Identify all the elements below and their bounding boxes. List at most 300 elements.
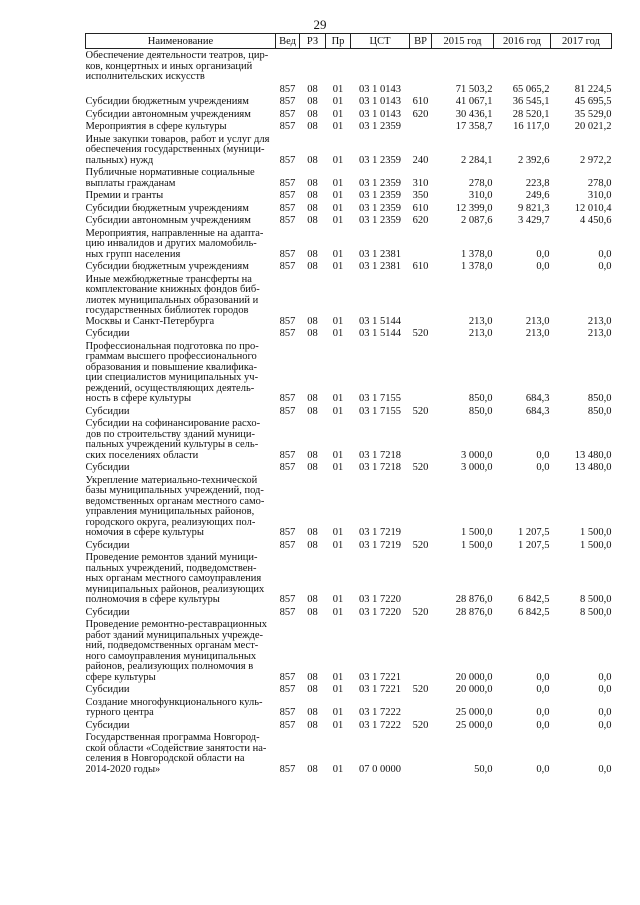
cell-vr: 610 [412, 261, 429, 272]
cell-rz: 08 [307, 594, 318, 605]
cell-cst: 03 1 0143 [359, 83, 401, 95]
name-line: Государственная программа Новгород- [85, 732, 260, 743]
name-line: ции специалистов муниципальных уч- [85, 372, 259, 383]
cell-name [86, 189, 276, 202]
cell-2017: 0,0 [598, 261, 612, 272]
name-line: управления муниципальных районов, [85, 506, 255, 517]
name-line: Создание многофункционального куль- [85, 696, 263, 708]
cell-2015: 310,0 [468, 190, 493, 201]
name-line: Субсидии бюджетным учреждениям [85, 261, 249, 272]
cell-rz: 08 [307, 96, 318, 107]
cell-ved: 857 [279, 671, 296, 683]
cell-vr: 620 [412, 215, 429, 226]
cell-name [86, 214, 276, 227]
table-row [86, 166, 612, 189]
cell-pr: 01 [332, 405, 344, 417]
cell-2017: 45 695,5 [574, 96, 612, 107]
cell-rz: 08 [307, 108, 318, 120]
cell-pr: 01 [332, 606, 344, 618]
cell-2017: 2 972,2 [580, 154, 612, 166]
cell-cst: 03 1 7220 [359, 594, 401, 605]
cell-2016: 9 821,3 [518, 202, 550, 214]
cell-rz: 08 [307, 449, 318, 461]
cell-rz: 08 [307, 121, 318, 132]
cell-2016: 0,0 [536, 707, 550, 718]
cell-vr [410, 417, 432, 461]
header-pr: Пр [326, 34, 351, 49]
cell-name [86, 719, 276, 732]
table-row [86, 551, 612, 606]
cell-cst: 03 1 5144 [359, 315, 401, 327]
cell-rz: 08 [307, 202, 318, 214]
header-vr: ВР [410, 34, 432, 49]
cell-cst: 03 1 2359 [359, 202, 401, 214]
cell-rz: 08 [307, 719, 318, 731]
name-line: выплаты гражданам [85, 177, 176, 189]
cell-2015: 20 000,0 [455, 671, 493, 683]
cell-ved: 857 [279, 83, 296, 95]
cell-2016: 684,3 [525, 405, 550, 417]
name-line: Москвы и Санкт-Петербурга [85, 315, 215, 327]
name-line: сфере культуры [85, 671, 156, 683]
cell-name [86, 273, 276, 328]
cell-2017: 8 500,0 [580, 606, 612, 618]
cell-cst: 03 1 2359 [359, 190, 401, 201]
name-line: цию инвалидов и других маломобиль- [85, 238, 257, 249]
cell-vr [410, 227, 432, 261]
cell-2016: 65 065,2 [512, 83, 550, 95]
cell-2016: 1 207,5 [518, 527, 550, 538]
header-rz: РЗ [300, 34, 326, 49]
cell-name [86, 618, 276, 683]
cell-cst: 03 1 5144 [359, 328, 401, 339]
cell-pr: 01 [332, 248, 344, 260]
cell-2015: 213,0 [468, 328, 493, 339]
cell-name [86, 606, 276, 619]
cell-cst: 03 1 2359 [359, 215, 401, 226]
cell-ved: 857 [279, 108, 296, 120]
name-line: Проведение ремонтов зданий муници- [85, 552, 258, 563]
cell-vr: 520 [412, 405, 429, 417]
table-row [86, 49, 612, 83]
name-line: пальных) нужд [85, 154, 154, 166]
cell-2016: 0,0 [536, 719, 550, 731]
cell-cst: 07 0 0000 [359, 763, 401, 775]
cell-2016: 28 520,1 [512, 108, 550, 120]
cell-rz: 08 [307, 261, 318, 272]
cell-name [86, 731, 276, 775]
cell-cst: 03 1 2359 [359, 121, 401, 132]
cell-2015: 1 378,0 [461, 261, 493, 272]
name-line: Обеспечение деятельности театров, цир- [85, 50, 269, 61]
cell-ved: 857 [279, 315, 296, 327]
cell-pr: 01 [332, 707, 344, 718]
cell-ved: 857 [279, 154, 296, 166]
cell-2016: 1 207,5 [518, 539, 550, 551]
table-row [86, 696, 612, 719]
name-line: Премии и гранты [85, 190, 164, 201]
cell-ved: 857 [279, 462, 296, 473]
cell-pr: 01 [332, 202, 344, 214]
cell-2017: 12 010,4 [574, 202, 612, 214]
header-cst: ЦСТ [351, 34, 410, 49]
cell-ved: 857 [279, 594, 296, 605]
cell-2017: 0,0 [598, 719, 612, 731]
cell-pr: 01 [332, 261, 344, 272]
cell-name [86, 202, 276, 215]
cell-pr: 01 [332, 527, 344, 538]
cell-cst [351, 49, 410, 83]
header-2016: 2016 год [494, 34, 551, 49]
cell-2017 [551, 49, 612, 83]
cell-vr: 520 [412, 328, 429, 339]
cell-2015: 278,0 [468, 177, 493, 189]
table-row [86, 606, 612, 619]
cell-pr: 01 [332, 83, 344, 95]
cell-2015: 17 358,7 [455, 121, 493, 132]
cell-ved: 857 [279, 527, 296, 538]
table-row [86, 539, 612, 552]
cell-2016: 2 392,6 [518, 154, 550, 166]
name-line: Субсидии [85, 606, 130, 618]
cell-cst: 03 1 0143 [359, 96, 401, 107]
cell-vr: 240 [412, 154, 429, 166]
table-row [86, 214, 612, 227]
cell-cst: 03 1 7219 [359, 527, 401, 538]
cell-cst: 03 1 7221 [359, 684, 401, 695]
table-row [86, 417, 612, 461]
cell-name [86, 108, 276, 121]
name-line: Субсидии автономным учреждениям [85, 108, 251, 120]
cell-2017: 278,0 [587, 177, 612, 189]
cell-cst: 03 1 7155 [359, 405, 401, 417]
name-line: Мероприятия, направленные на адапта- [85, 227, 264, 239]
cell-2016: 223,8 [525, 177, 550, 189]
table-row [86, 227, 612, 261]
cell-2015: 28 876,0 [455, 606, 493, 618]
cell-name [86, 405, 276, 418]
cell-vr: 610 [412, 96, 429, 107]
cell-vr [410, 551, 432, 606]
table-row [86, 731, 612, 775]
table-row [86, 719, 612, 732]
cell-ved: 857 [279, 763, 296, 775]
table-header-row [86, 34, 612, 49]
cell-name [86, 260, 276, 273]
cell-vr [410, 49, 432, 83]
cell-pr: 01 [332, 190, 344, 201]
cell-2017: 310,0 [587, 190, 612, 201]
table-row [86, 461, 612, 474]
cell-2017: 1 500,0 [580, 527, 612, 538]
cell-ved: 857 [279, 261, 296, 272]
cell-ved: 857 [279, 606, 296, 618]
cell-name [86, 327, 276, 340]
cell-vr [410, 731, 432, 775]
cell-rz: 08 [307, 248, 318, 260]
table-row [86, 405, 612, 418]
cell-rz: 08 [307, 671, 318, 683]
name-line: ных групп населения [85, 248, 181, 260]
cell-pr: 01 [332, 462, 344, 473]
cell-2017: 213,0 [587, 328, 612, 339]
table-row [86, 108, 612, 121]
cell-2017: 0,0 [598, 248, 612, 260]
name-line: Субсидии бюджетным учреждениям [85, 96, 249, 107]
cell-vr: 520 [412, 684, 429, 695]
cell-pr: 01 [332, 96, 344, 107]
cell-ved: 857 [279, 393, 296, 404]
cell-cst: 03 1 2381 [359, 248, 401, 260]
cell-rz: 08 [307, 315, 318, 327]
cell-2016: 213,0 [525, 315, 550, 327]
cell-2016: 249,6 [525, 190, 550, 201]
cell-ved: 857 [279, 707, 296, 718]
cell-pr [326, 49, 351, 83]
cell-pr: 01 [332, 763, 344, 775]
cell-name [86, 340, 276, 405]
cell-2016: 684,3 [525, 393, 550, 404]
name-line: реждений, осуществляющих деятель- [85, 382, 255, 394]
name-line: городского округа, реализующих пол- [85, 516, 256, 528]
name-line: районов, реализующих полномочия в [85, 661, 254, 672]
cell-2017: 1 500,0 [580, 539, 612, 551]
cell-cst: 03 1 7219 [359, 539, 401, 551]
table-row [86, 83, 612, 96]
name-line: Субсидии [85, 719, 130, 731]
cell-2016: 0,0 [536, 248, 550, 260]
cell-2015: 3 000,0 [461, 449, 493, 461]
cell-2015: 41 067,1 [455, 96, 493, 107]
cell-vr: 520 [412, 606, 429, 618]
name-line: Укрепление материально-технической [85, 474, 258, 486]
cell-2015: 1 378,0 [461, 248, 493, 260]
table-row [86, 189, 612, 202]
cell-rz: 08 [307, 190, 318, 201]
cell-pr: 01 [332, 108, 344, 120]
name-line: номочия в сфере культуры [85, 527, 204, 538]
cell-2015: 30 436,1 [455, 108, 493, 120]
name-line: муниципальных районов, реализующих [85, 583, 265, 595]
name-line: Субсидии [85, 328, 130, 339]
cell-vr: 610 [412, 202, 429, 214]
cell-2017: 850,0 [587, 393, 612, 404]
name-line: ков, концертных и иных организаций [85, 60, 253, 72]
cell-pr: 01 [332, 719, 344, 731]
cell-pr: 01 [332, 154, 344, 166]
name-line: базы муниципальных учреждений, под- [85, 485, 264, 496]
table-row [86, 273, 612, 328]
table-row [86, 95, 612, 108]
table-row [86, 340, 612, 405]
cell-2015: 25 000,0 [455, 719, 493, 731]
cell-ved: 857 [279, 539, 296, 551]
cell-name [86, 166, 276, 189]
cell-pr: 01 [332, 594, 344, 605]
name-line [86, 85, 276, 96]
cell-2017: 20 021,2 [574, 121, 612, 132]
cell-pr: 01 [332, 177, 344, 189]
cell-vr [410, 340, 432, 405]
cell-2015: 50,0 [474, 763, 493, 775]
cell-2017: 13 480,0 [574, 449, 612, 461]
name-line: государственных библиотек городов [85, 305, 249, 316]
name-line: Мероприятия в сфере культуры [85, 121, 227, 132]
cell-cst: 03 1 7218 [359, 462, 401, 473]
cell-pr: 01 [332, 671, 344, 683]
cell-rz: 08 [307, 539, 318, 551]
cell-2015: 850,0 [468, 393, 493, 404]
cell-2017: 81 224,5 [574, 83, 612, 95]
cell-pr: 01 [332, 328, 344, 339]
cell-2015: 850,0 [468, 405, 493, 417]
name-line: Профессиональная подготовка по про- [85, 340, 259, 352]
cell-rz: 08 [307, 684, 318, 695]
cell-2016: 6 842,5 [518, 594, 550, 605]
name-line: Субсидии [85, 462, 130, 473]
cell-2015: 12 399,0 [455, 202, 493, 214]
cell-rz: 08 [307, 328, 318, 339]
header-2017: 2017 год [551, 34, 612, 49]
cell-2017: 850,0 [587, 405, 612, 417]
cell-cst: 03 1 7220 [359, 606, 401, 618]
cell-ved: 857 [279, 177, 296, 189]
cell-2015: 3 000,0 [461, 462, 493, 473]
name-line: исполнительских искусств [85, 71, 205, 82]
cell-pr: 01 [332, 393, 344, 404]
cell-name [86, 120, 276, 133]
cell-cst: 03 1 2359 [359, 154, 401, 166]
cell-rz: 08 [307, 527, 318, 538]
cell-vr: 620 [412, 108, 429, 120]
cell-rz: 08 [307, 83, 318, 95]
cell-ved: 857 [279, 202, 296, 214]
cell-name [86, 133, 276, 167]
cell-2017: 0,0 [598, 684, 612, 695]
table-row [86, 683, 612, 696]
cell-2016: 213,0 [525, 328, 550, 339]
cell-ved: 857 [279, 121, 296, 132]
cell-vr [410, 696, 432, 719]
name-line: ведомственных органам местного само- [85, 495, 265, 507]
cell-2017: 0,0 [598, 763, 612, 775]
name-line: Субсидии [85, 539, 130, 551]
cell-pr: 01 [332, 215, 344, 226]
name-line: селения в Новгородской области на [85, 753, 245, 764]
header-name: Наименование [86, 34, 276, 49]
cell-vr [410, 474, 432, 539]
cell-name [86, 539, 276, 552]
cell-name [86, 461, 276, 474]
cell-ved: 857 [279, 215, 296, 226]
cell-2015: 1 500,0 [461, 527, 493, 538]
cell-vr: 520 [412, 539, 429, 551]
cell-ved [276, 49, 300, 83]
name-line: ных органам местного самоуправления [85, 573, 262, 584]
cell-vr: 520 [412, 462, 429, 473]
cell-pr: 01 [332, 684, 344, 695]
cell-2016: 0,0 [536, 671, 550, 683]
cell-2016: 6 842,5 [518, 606, 550, 618]
cell-name [86, 95, 276, 108]
table-row [86, 327, 612, 340]
cell-rz: 08 [307, 606, 318, 618]
name-line: ских поселениях области [85, 449, 199, 461]
name-line: работ зданий муниципальных учрежде- [85, 629, 264, 641]
cell-2016: 36 545,1 [512, 96, 550, 107]
cell-ved: 857 [279, 449, 296, 461]
cell-cst: 03 1 7155 [359, 393, 401, 404]
cell-ved: 857 [279, 684, 296, 695]
budget-table [85, 33, 612, 775]
name-line: ской области «Содействие занятости на- [85, 742, 267, 754]
cell-2016: 16 117,0 [513, 121, 550, 132]
cell-cst: 03 1 7221 [359, 671, 401, 683]
cell-2017: 8 500,0 [580, 594, 612, 605]
cell-2015: 20 000,0 [455, 684, 493, 695]
cell-cst: 03 1 2359 [359, 177, 401, 189]
cell-2015: 71 503,2 [455, 83, 493, 95]
cell-name [86, 49, 276, 83]
table-row [86, 260, 612, 273]
cell-ved: 857 [279, 96, 296, 107]
cell-name [86, 551, 276, 606]
name-line: Субсидии [85, 405, 130, 417]
name-line: турного центра [85, 707, 154, 718]
cell-ved: 857 [279, 719, 296, 731]
cell-vr: 350 [412, 190, 429, 201]
cell-name [86, 417, 276, 461]
cell-2015: 25 000,0 [455, 707, 493, 718]
cell-ved: 857 [279, 405, 296, 417]
cell-2017: 13 480,0 [574, 462, 612, 473]
name-line: лиотек муниципальных образований и [85, 294, 259, 306]
cell-2017: 0,0 [598, 707, 612, 718]
page-number: 29 [313, 17, 327, 32]
table-row [86, 474, 612, 539]
cell-rz: 08 [307, 462, 318, 473]
cell-2016: 0,0 [536, 684, 550, 695]
name-line: Субсидии автономным учреждениям [85, 215, 251, 226]
cell-vr [410, 273, 432, 328]
cell-ved: 857 [279, 328, 296, 339]
name-line: образования и повышение квалифика- [85, 361, 257, 373]
cell-name [86, 83, 276, 96]
cell-pr: 01 [332, 315, 344, 327]
cell-cst: 03 1 2381 [359, 261, 401, 272]
name-line: ность в сфере культуры [85, 393, 192, 404]
cell-rz: 08 [307, 154, 318, 166]
cell-2017: 213,0 [587, 315, 612, 327]
cell-2015: 1 500,0 [461, 539, 493, 551]
cell-rz: 08 [307, 177, 318, 189]
table-row [86, 618, 612, 683]
cell-rz: 08 [307, 763, 318, 775]
name-line: Проведение ремонтно-реставрационных [85, 619, 268, 630]
cell-rz: 08 [307, 707, 318, 718]
cell-name [86, 696, 276, 719]
name-line: ний, подведомственных органам мест- [85, 640, 259, 651]
table-row [86, 133, 612, 167]
name-line: Публичные нормативные социальные [85, 167, 255, 178]
cell-pr: 01 [332, 121, 344, 132]
name-line: пальных учреждений, подведомствен- [85, 562, 257, 574]
cell-2016: 0,0 [536, 449, 550, 461]
table-body [86, 49, 612, 776]
cell-2015 [432, 49, 494, 83]
cell-rz: 08 [307, 215, 318, 226]
name-line: ного самоуправления муниципальных [85, 650, 257, 662]
